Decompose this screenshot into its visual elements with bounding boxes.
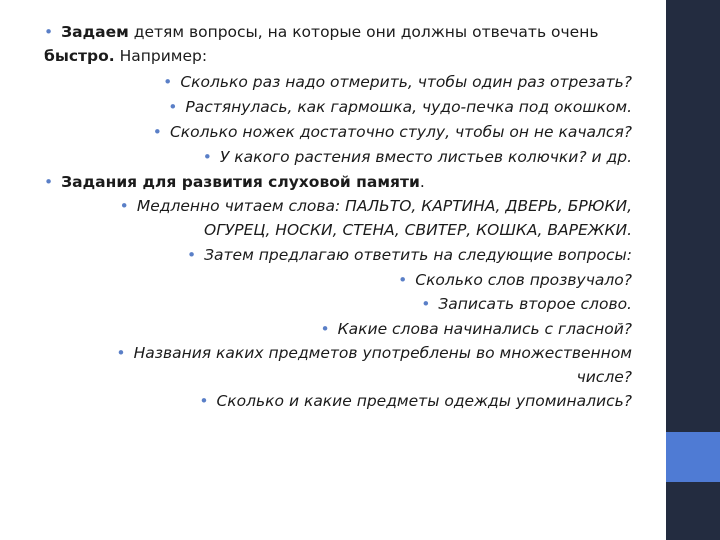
sub-bullet-line — [116, 341, 632, 365]
bullet-marker: • — [152, 123, 162, 141]
sidebar-accent-block — [666, 432, 720, 482]
line-text: числе? — [576, 368, 632, 386]
line-text: Названия каких предметов употреблены во множественном — [133, 344, 632, 362]
bullet-marker: • — [163, 73, 173, 91]
line-text: Затем предлагаю ответить на следующие вопросы: — [204, 246, 632, 264]
sub-bullet-line — [421, 292, 632, 316]
bullet-marker: • — [202, 148, 212, 166]
bold-text: быстро. — [44, 47, 115, 65]
line-text: Сколько и какие предметы одежды упоминались? — [216, 392, 632, 410]
line-text: Записать второе слово. — [438, 295, 632, 313]
line-text: Медленно читаем слова: ПАЛЬТО, КАРТИНА, ДВЕРЬ, БРЮКИ, — [136, 197, 632, 215]
bullet-marker: • — [421, 295, 431, 313]
bullet-marker: • — [116, 344, 126, 362]
line-text: ОГУРЕЦ, НОСКИ, СТЕНА, СВИТЕР, КОШКА, ВАРЕЖКИ. — [204, 221, 632, 239]
bullet-marker: • — [119, 197, 129, 215]
sub-bullet-line — [168, 95, 632, 119]
line-text: детям вопросы, на которые они должны отвечать очень — [128, 23, 599, 41]
line-text: Сколько раз надо отмерить, чтобы один раз отрезать? — [180, 73, 632, 91]
bullet-marker: • — [44, 23, 54, 41]
line-text: Растянулась, как гармошка, чудо-печка под окошком. — [185, 98, 632, 116]
sub-bullet-line — [120, 194, 632, 218]
sub-bullet-line — [163, 70, 632, 94]
sub-bullet-line — [398, 268, 632, 292]
bold-text: Задаем — [61, 23, 129, 41]
bullet-marker: • — [168, 98, 178, 116]
line-text: Например: — [114, 47, 208, 65]
sub-bullet-line-continued — [204, 218, 632, 242]
sub-bullet-line — [187, 243, 632, 267]
line-text: Сколько ножек достаточно стулу, чтобы он не качался? — [169, 123, 632, 141]
bold-text: Задания для развития слуховой памяти — [61, 173, 420, 191]
bullet-line-1-continued — [44, 44, 207, 68]
bullet-marker: • — [44, 173, 54, 191]
bullet-marker: • — [186, 246, 197, 264]
bullet-line-2 — [44, 170, 425, 194]
decorative-sidebar — [666, 0, 720, 540]
sub-bullet-line — [203, 145, 632, 169]
line-text: Сколько слов прозвучало? — [415, 271, 632, 289]
sub-bullet-line — [199, 389, 632, 413]
bullet-marker: • — [320, 320, 330, 338]
bullet-marker: • — [398, 271, 408, 289]
sub-bullet-line — [320, 317, 632, 341]
line-text: У какого растения вместо листьев колючки? и др. — [219, 148, 632, 166]
sub-bullet-line-continued — [577, 365, 632, 389]
line-text: Какие слова начинались с гласной? — [337, 320, 632, 338]
bullet-line-1 — [44, 20, 598, 44]
line-text: . — [419, 173, 425, 191]
sub-bullet-line — [153, 120, 632, 144]
bullet-marker: • — [199, 392, 209, 410]
